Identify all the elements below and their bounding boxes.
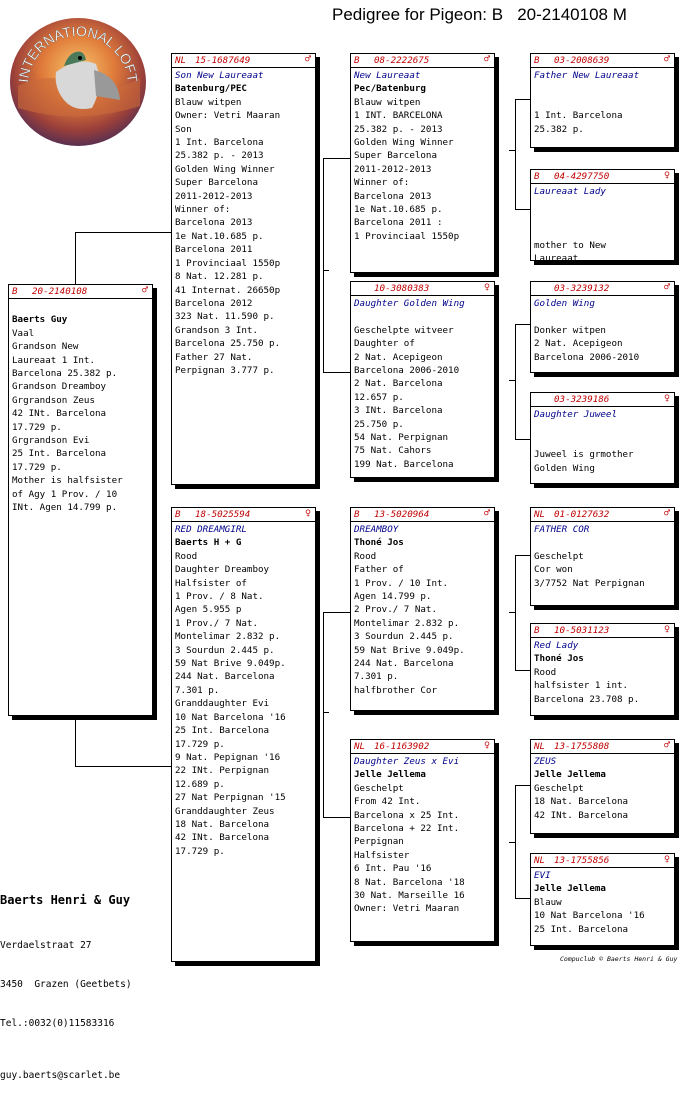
breeder-email[interactable]: guy.baerts@scarlet.be <box>0 1070 121 1081</box>
ring-number: 10-5031123 <box>554 625 610 636</box>
female-icon: ♀ <box>663 854 670 865</box>
connector <box>323 158 324 372</box>
pigeon-info-line: Winner of: <box>175 204 231 216</box>
pigeon-info-line: Baerts Guy <box>12 314 68 326</box>
breeder-phone: Tel.:0032(0)11583316 <box>0 1018 115 1029</box>
pigeon-info-line: 17.729 p. <box>175 738 225 750</box>
pigeon-info-line <box>534 225 671 238</box>
pigeon-info-line: Grandson Dreamboy <box>12 381 107 393</box>
ring-number: 10-3080383 <box>374 283 430 294</box>
male-icon: ♂ <box>483 54 490 65</box>
country-code: B <box>354 55 360 66</box>
pigeon-info-line: Montelimar 2.832 p. <box>175 631 281 643</box>
pigeon-info-line: 9 Nat. Pepignan '16 <box>175 751 281 763</box>
female-icon: ♀ <box>304 508 311 519</box>
pigeon-info-line: Golden Wing Winner <box>354 137 454 149</box>
pigeon-info-line: Grgrandson Evi <box>12 435 90 447</box>
pigeon-info-line: 2011-2012-2013 <box>354 163 432 175</box>
pigeon-info-line: 323 Nat. 11.590 p. <box>175 311 275 323</box>
pigeon-info-line: Laureaat 1 Int. <box>12 354 95 366</box>
pigeon-info-line <box>534 310 671 323</box>
ring-number: 20-2140108 <box>32 286 88 297</box>
pigeon-info-line: halfbrother Cor <box>354 684 437 696</box>
pigeon-info-line: Barcelona 2011 : <box>354 217 443 229</box>
male-icon: ♂ <box>663 54 670 65</box>
male-icon: ♂ <box>663 282 670 293</box>
pigeon-name: Daughter Golden Wing <box>354 298 465 309</box>
ring-number: 03-2008639 <box>554 55 610 66</box>
pigeon-info-line: Geschelpt <box>534 782 584 794</box>
pigeon-info-line: 25 Int. Barcelona <box>534 923 629 935</box>
pigeon-info-line: 8 Nat. 12.281 p. <box>175 271 264 283</box>
female-icon: ♀ <box>483 282 490 293</box>
male-icon: ♂ <box>663 508 670 519</box>
pigeon-card-mm[interactable] <box>350 739 495 942</box>
pigeon-info-line: 1 Provinciaal 1550p <box>354 230 460 242</box>
male-icon: ♂ <box>304 54 311 65</box>
country-code: NL <box>534 855 546 866</box>
pigeon-info-line: 2011-2012-2013 <box>175 190 253 202</box>
female-icon: ♀ <box>663 624 670 635</box>
pigeon-info-line: 12.657 p. <box>354 391 404 403</box>
pigeon-info-line: 1e Nat.10.685 p. <box>175 230 264 242</box>
country-code: NL <box>534 741 546 752</box>
pigeon-info-line: 3 INt. Barcelona <box>354 405 443 417</box>
pigeon-info-line: Barcelona + 22 Int. <box>354 823 460 835</box>
pigeon-info-line: 41 Internat. 26650p <box>175 284 281 296</box>
pigeon-info-line: Barcelona 25.750 p. <box>175 338 281 350</box>
breeder-city: 3450 Grazen (Geetbets) <box>0 979 132 990</box>
pigeon-name: ZEUS <box>534 756 557 767</box>
female-icon: ♀ <box>663 170 670 181</box>
pigeon-card-body <box>351 522 494 697</box>
pigeon-name: New Laureaat <box>354 70 421 81</box>
pigeon-info-line: 199 Nat. Barcelona <box>354 458 454 470</box>
pigeon-card-mf[interactable] <box>350 507 495 711</box>
pigeon-card-mff[interactable] <box>530 507 675 606</box>
ring-number: 15-1687649 <box>195 55 251 66</box>
female-icon: ♀ <box>663 393 670 404</box>
pigeon-name: EVI <box>534 870 551 881</box>
country-code: NL <box>354 741 366 752</box>
pigeon-name: RED DREAMGIRL <box>175 524 247 535</box>
pigeon-info-line: Winner of: <box>354 177 410 189</box>
pigeon-info-line: Grandson 3 Int. <box>175 324 258 336</box>
pigeon-card-header <box>531 282 674 296</box>
connector <box>75 232 76 285</box>
pigeon-info-line: of Agy 1 Prov. / 10 <box>12 488 118 500</box>
pigeon-info-line: Mother is halfsister <box>12 475 123 487</box>
pigeon-card-body <box>531 407 674 475</box>
pigeon-info-line: 25 Int. Barcelona <box>175 725 270 737</box>
pigeon-info-line: 1 Provinciaal 1550p <box>175 257 281 269</box>
pigeon-card-fmf[interactable] <box>530 281 675 373</box>
connector <box>509 150 515 151</box>
ring-number: 16-1163902 <box>374 741 430 752</box>
pigeon-card-ffm[interactable] <box>530 169 675 261</box>
pigeon-info-line: Laureaat <box>534 252 579 261</box>
pigeon-card-father[interactable] <box>171 53 316 485</box>
pigeon-info-line: 18 Nat. Barcelona <box>534 796 629 808</box>
pigeon-card-header <box>531 624 674 638</box>
pigeon-owner: Baerts H + G <box>175 537 242 549</box>
pigeon-info-line: 1 Prov./ 7 Nat. <box>175 617 258 629</box>
pigeon-name: Daughter Zeus x Evi <box>354 756 460 767</box>
pigeon-card-body <box>531 68 674 136</box>
pigeon-info-line: Owner: Vetri Maaran <box>175 110 281 122</box>
pigeon-info-line: Daughter Dreamboy <box>175 564 270 576</box>
pigeon-info-line: Agen 5.955 p <box>175 604 242 616</box>
pigeon-info-line: 1 Int. Barcelona <box>534 110 623 122</box>
male-icon: ♂ <box>483 508 490 519</box>
pigeon-card-header <box>351 508 494 522</box>
ring-number: 13-1755808 <box>554 741 610 752</box>
pigeon-name: Red Lady <box>534 640 579 651</box>
male-icon: ♂ <box>141 285 148 296</box>
pigeon-info-line: 17.729 p. <box>175 845 225 857</box>
connector <box>515 99 530 100</box>
pigeon-card-header <box>172 54 315 68</box>
breeder-street: Verdaelstraat 27 <box>0 940 92 951</box>
connector <box>75 232 171 233</box>
pigeon-info-line: 10 Nat Barcelona '16 <box>175 711 286 723</box>
pigeon-info-line: 2 Prov./ 7 Nat. <box>354 604 437 616</box>
country-code: NL <box>175 55 187 66</box>
connector <box>515 785 530 786</box>
connector <box>509 842 515 843</box>
pigeon-info-line: 59 Nat Brive 9.049p. <box>175 658 286 670</box>
pigeon-info-line: Barcelona 23.708 p. <box>534 693 640 705</box>
pigeon-info-line: 27 Nat Perpignan '15 <box>175 792 286 804</box>
pigeon-info-line: Blauw witpen <box>175 96 242 108</box>
pigeon-info-line: Granddaughter Evi <box>175 698 270 710</box>
pigeon-info-line: From 42 Int. <box>354 796 421 808</box>
pigeon-card-body <box>351 68 494 243</box>
pigeon-info-line: Geschelpt <box>354 782 404 794</box>
breeder-info <box>0 866 132 1095</box>
country-code: NL <box>534 509 546 520</box>
pigeon-owner: Jelle Jellema <box>534 769 606 781</box>
pigeon-info-line: 3 Sourdun 2.445 p. <box>354 631 454 643</box>
pigeon-info-line: Rood <box>534 666 557 678</box>
pigeon-info-line: Barcelona 2013 <box>354 190 432 202</box>
pigeon-info-line <box>534 536 671 549</box>
pigeon-info-line <box>12 300 149 313</box>
pigeon-card-mmf[interactable] <box>530 739 675 834</box>
pigeon-info-line: Halfsister <box>354 849 410 861</box>
connector <box>323 612 324 817</box>
pigeon-info-line: 59 Nat Brive 9.049p. <box>354 644 465 656</box>
pigeon-info-line: 3/7752 Nat Perpignan <box>534 577 645 589</box>
connector <box>323 612 350 613</box>
pigeon-card-ff[interactable] <box>350 53 495 273</box>
pigeon-info-line: 1 Prov. / 8 Nat. <box>175 591 264 603</box>
pigeon-info-line <box>534 212 671 225</box>
ring-number: 01-0127632 <box>554 509 610 520</box>
breeder-name: Baerts Henri & Guy <box>0 893 131 907</box>
pigeon-info-line: 18 Nat. Barcelona <box>175 818 270 830</box>
pigeon-info-line: 2 Nat. Barcelona <box>354 378 443 390</box>
ring-number: 04-4297750 <box>554 171 610 182</box>
pigeon-info-line: Blauw witpen <box>354 96 421 108</box>
pigeon-info-line: 10 Nat Barcelona '16 <box>534 910 645 922</box>
pigeon-info-line: Daughter of <box>354 338 415 350</box>
connector <box>323 712 329 713</box>
connector <box>515 324 530 325</box>
pigeon-card-body <box>531 638 674 706</box>
connector <box>515 324 516 439</box>
pigeon-info-line: Father 27 Nat. <box>175 351 253 363</box>
pigeon-info-line: Barcelona 25.382 p. <box>12 368 118 380</box>
country-code: B <box>175 509 181 520</box>
pigeon-info-line: 25.382 p. - 2013 <box>175 150 264 162</box>
pigeon-card-header <box>531 740 674 754</box>
pigeon-name: DREAMBOY <box>354 524 399 535</box>
pigeon-info-line: Grgrandson Zeus <box>12 394 95 406</box>
pigeon-info-line: 2 Nat. Acepigeon <box>534 338 623 350</box>
pigeon-name: Father New Laureaat <box>534 70 640 81</box>
pigeon-info-line: 2 Nat. Acepigeon <box>354 351 443 363</box>
pigeon-info-line: 7.301 p. <box>175 684 220 696</box>
pigeon-card-body <box>531 296 674 364</box>
pigeon-info-line: 1 INT. BARCELONA <box>354 110 443 122</box>
pigeon-card-subject[interactable] <box>8 284 153 716</box>
pigeon-info-line: 1 Int. Barcelona <box>175 137 264 149</box>
pigeon-card-fm[interactable] <box>350 281 495 478</box>
connector <box>515 670 530 671</box>
ring-number: 18-5025594 <box>195 509 251 520</box>
connector <box>509 612 515 613</box>
pigeon-info-line: Vaal <box>12 327 35 339</box>
pigeon-card-header <box>172 508 315 522</box>
female-icon: ♀ <box>483 740 490 751</box>
pigeon-info-line: Golden Wing <box>534 462 595 474</box>
connector <box>515 898 530 899</box>
pigeon-info-line: 22 INt. Perpignan <box>175 765 270 777</box>
pigeon-info-line: Juweel is grmother <box>534 449 634 461</box>
male-icon: ♂ <box>663 740 670 751</box>
pigeon-card-header <box>351 54 494 68</box>
pigeon-info-line: 7.301 p. <box>354 671 399 683</box>
connector <box>515 99 516 209</box>
pigeon-info-line: Golden Wing Winner <box>175 163 275 175</box>
pigeon-info-line: 3 Sourdun 2.445 p. <box>175 644 275 656</box>
pigeon-info-line: 17.729 p. <box>12 461 62 473</box>
pigeon-info-line: Barcelona x 25 Int. <box>354 809 460 821</box>
pigeon-info-line: 25.750 p. <box>354 418 404 430</box>
pigeon-info-line: Halfsister of <box>175 577 247 589</box>
pigeon-info-line: Super Barcelona <box>354 150 437 162</box>
pigeon-info-line: Barcelona 2012 <box>175 297 253 309</box>
pigeon-name: Laureaat Lady <box>534 186 606 197</box>
pigeon-card-header <box>531 54 674 68</box>
country-code: B <box>534 171 540 182</box>
pigeon-info-line: 54 Nat. Perpignan <box>354 432 449 444</box>
pigeon-info-line: mother to New <box>534 239 606 251</box>
pigeon-info-line: 244 Nat. Barcelona <box>175 671 275 683</box>
pigeon-info-line: Barcelona 2011 <box>175 244 253 256</box>
pigeon-info-line: Montelimar 2.832 p. <box>354 617 460 629</box>
pigeon-info-line <box>534 82 671 95</box>
connector <box>323 817 350 818</box>
pigeon-info-line: 25 Int. Barcelona <box>12 448 107 460</box>
pigeon-card-body <box>531 754 674 822</box>
pigeon-name: Daughter Juweel <box>534 409 617 420</box>
pigeon-owner: Jelle Jellema <box>354 769 426 781</box>
pigeon-card-header <box>9 285 152 299</box>
ring-number: 03-3239132 <box>554 283 610 294</box>
pigeon-info-line: Rood <box>175 550 198 562</box>
pigeon-card-body <box>531 522 674 590</box>
pigeon-info-line: Geschelpt <box>534 550 584 562</box>
pigeon-card-header <box>531 508 674 522</box>
page-title: Pedigree for Pigeon: B 20-2140108 M <box>332 5 627 24</box>
logo-text: INTERNATIONAL LOFT <box>15 22 141 84</box>
connector <box>75 718 76 766</box>
country-code: B <box>534 625 540 636</box>
pigeon-card-header <box>531 854 674 868</box>
pigeon-info-line: Barcelona 2006-2010 <box>354 365 460 377</box>
pigeon-info-line: INt. Agen 14.799 p. <box>12 502 118 514</box>
pigeon-info-line: Rood <box>354 550 377 562</box>
pigeon-card-mother[interactable] <box>171 507 316 962</box>
pigeon-info-line <box>534 198 671 211</box>
ring-number: 13-1755856 <box>554 855 610 866</box>
pigeon-info-line: 1 Prov. / 10 Int. <box>354 577 449 589</box>
pigeon-card-body <box>351 296 494 471</box>
connector <box>323 158 350 159</box>
pigeon-info-line: 42 INt. Barcelona <box>534 809 629 821</box>
pigeon-info-line: 8 Nat. Barcelona '18 <box>354 876 465 888</box>
pigeon-info-line: 6 Int. Pau '16 <box>354 863 432 875</box>
connector <box>515 555 516 670</box>
pigeon-info-line: Barcelona 2013 <box>175 217 253 229</box>
pigeon-card-header <box>351 282 494 296</box>
pigeon-info-line <box>534 421 671 434</box>
connector <box>75 766 171 767</box>
pigeon-info-line: Perpignan <box>354 836 404 848</box>
connector <box>515 209 530 210</box>
country-code: B <box>534 55 540 66</box>
pigeon-info-line: 42 INt. Barcelona <box>12 408 107 420</box>
connector <box>323 372 350 373</box>
pigeon-card-fmm[interactable] <box>530 392 675 484</box>
pigeon-info-line: Blauw <box>534 896 562 908</box>
ring-number: 03-3239186 <box>554 394 610 405</box>
pigeon-info-line: Father of <box>354 564 404 576</box>
footer-credit: Compuclub © Baerts Henri & Guy <box>560 955 678 963</box>
country-code: B <box>354 509 360 520</box>
pigeon-info-line: Barcelona 2006-2010 <box>534 351 640 363</box>
pigeon-card-body <box>9 299 152 514</box>
pigeon-card-fff[interactable] <box>530 53 675 148</box>
pigeon-card-mmm[interactable] <box>530 853 675 946</box>
pigeon-card-header <box>531 393 674 407</box>
pigeon-card-header <box>351 740 494 754</box>
pigeon-info-line: 17.729 p. <box>12 421 62 433</box>
pigeon-card-body <box>172 68 315 377</box>
pigeon-owner: Thoné Jos <box>354 537 404 549</box>
pigeon-card-mfm[interactable] <box>530 623 675 716</box>
pigeon-info-line: 25.382 p. <box>534 123 584 135</box>
pigeon-card-header <box>531 170 674 184</box>
pigeon-info-line: Donker witpen <box>534 324 606 336</box>
pigeon-info-line: Son <box>175 123 192 135</box>
pigeon-info-line: Geschelpte witveer <box>354 324 454 336</box>
connector <box>323 270 329 271</box>
pigeon-info-line: 12.689 p. <box>175 778 225 790</box>
pigeon-info-line: halfsister 1 int. <box>534 680 629 692</box>
pigeon-card-body <box>531 868 674 936</box>
pigeon-card-body <box>531 184 674 261</box>
connector <box>515 439 530 440</box>
pigeon-info-line: 244 Nat. Barcelona <box>354 658 454 670</box>
connector <box>509 380 515 381</box>
pigeon-info-line: Super Barcelona <box>175 177 258 189</box>
pigeon-info-line: Grandson New <box>12 341 79 353</box>
ring-number: 08-2222675 <box>374 55 430 66</box>
country-code: B <box>12 286 18 297</box>
pigeon-info-line: Agen 14.799 p. <box>354 591 432 603</box>
pigeon-name: Son New Laureaat <box>175 70 264 81</box>
pigeon-card-body <box>172 522 315 858</box>
pigeon-owner: Thoné Jos <box>534 653 584 665</box>
pigeon-info-line: Owner: Vetri Maaran <box>354 903 460 915</box>
pigeon-name: FATHER COR <box>534 524 590 535</box>
connector <box>515 555 530 556</box>
ring-number: 13-5020964 <box>374 509 430 520</box>
pigeon-info-line: Cor won <box>534 564 573 576</box>
pigeon-info-line <box>354 310 491 323</box>
pigeon-info-line: Granddaughter Zeus <box>175 805 275 817</box>
pigeon-info-line: 30 Nat. Marseille 16 <box>354 890 465 902</box>
pigeon-info-line: Perpignan 3.777 p. <box>175 364 275 376</box>
international-loft-logo <box>8 16 148 152</box>
pigeon-info-line: 1e Nat.10.685 p. <box>354 204 443 216</box>
pigeon-owner: Batenburg/PEC <box>175 83 247 95</box>
connector <box>515 785 516 898</box>
pigeon-info-line: 25.382 p. - 2013 <box>354 123 443 135</box>
pigeon-info-line: 42 INt. Barcelona <box>175 832 270 844</box>
pigeon-owner: Pec/Batenburg <box>354 83 426 95</box>
pigeon-info-line <box>534 96 671 109</box>
pigeon-info-line <box>534 435 671 448</box>
pigeon-info-line: 75 Nat. Cahors <box>354 445 432 457</box>
pigeon-card-body <box>351 754 494 916</box>
pigeon-owner: Jelle Jellema <box>534 883 606 895</box>
pigeon-name: Golden Wing <box>534 298 595 309</box>
